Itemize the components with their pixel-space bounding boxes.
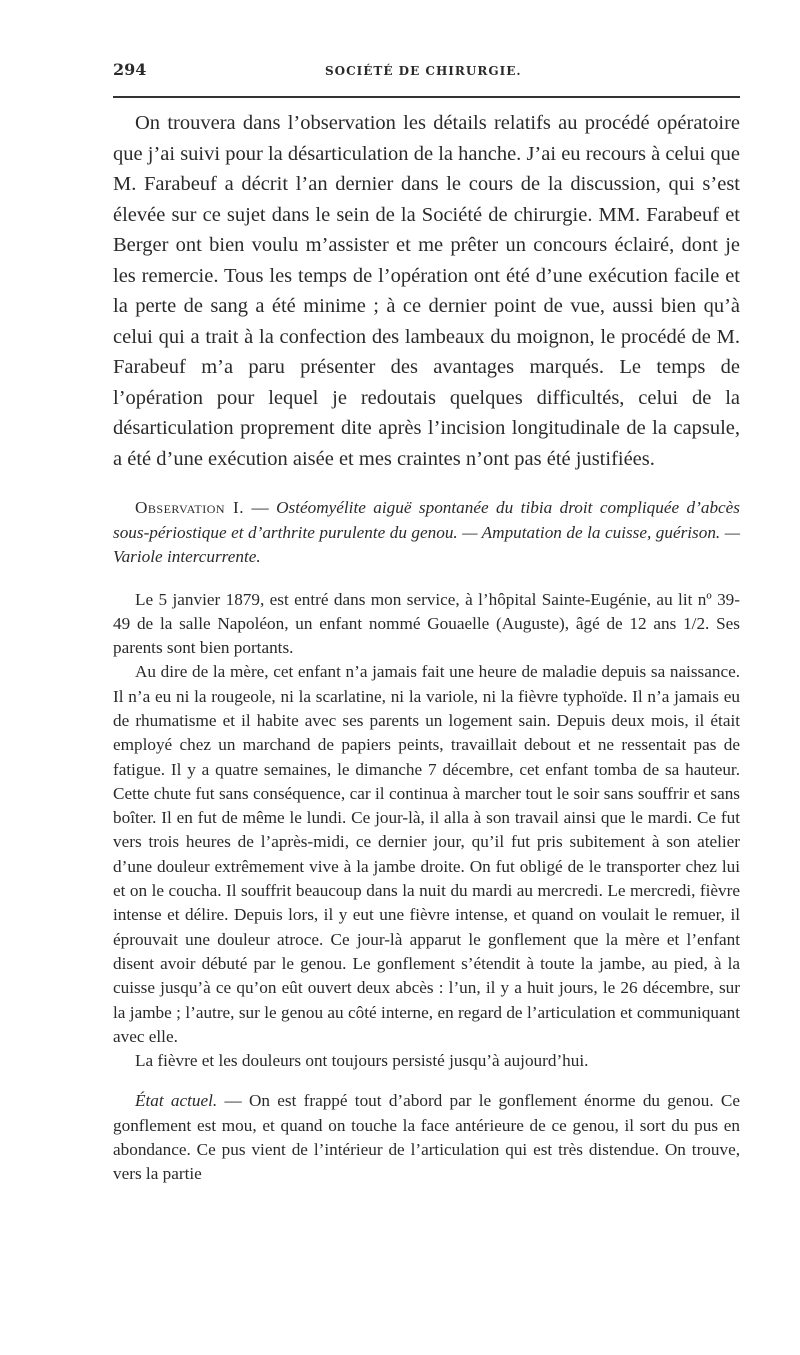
etat-label: État actuel. [135, 1091, 218, 1111]
running-title: SOCIÉTÉ DE CHIRURGIE. [325, 64, 522, 78]
etat-paragraph [113, 1089, 740, 1186]
observation-heading [113, 496, 740, 570]
body-paragraph: Au dire de la mère, cet enfant n’a jamais fait une heure de maladie depuis sa naissance. Il n’a eu ni la rougeole, ni la scarlatine, ni la variole, ni la fièvre typhoïde. Il n’a jamais eu de rhumatisme et il habite avec ses parents un logement sain. Depuis deux mois, il était employé chez un marchand de papiers peints, travaillait debout et ne ressentait pas de fatigue. Il y a quatre semaines, le dimanche 7 décembre, cet enfant tomba de sa hauteur. Cette chute fut sans conséquence, car il continua à marcher tout le soir sans souffrir et sans boîter. Il en fut de même le lundi. Ce jour-là, il alla à son travail ainsi que le mardi. Ce fut vers trois heures de l’après-midi, ce dernier jour, qu’il fut pris subitement à son atelier d’une douleur extrêmement vive à la jambe droite. On fut obligé de le transporter chez lui et on le coucha. Il souffrit beaucoup dans la nuit du mardi au mercredi. Le mercredi, fièvre intense et délire. Depuis lors, il y eut une fièvre intense, et quand on voulait le remuer, il éprouvait une douleur atroce. Ce jour-là apparut le gonflement que la mère et l’enfant disent avoir débuté par le genou. Le gonflement s’étendit à toute la jambe, au pied, à la cuisse jusqu’à ce qu’on eût ouvert deux abcès : l’un, il y a huit jours, le 26 décembre, sur la jambe ; l’autre, sur le genou au côté interne, en regard de l’articulation et communiquant avec elle. [113, 662, 740, 1046]
intro-paragraph: On trouvera dans l’observation les détails relatifs au procédé opératoire que j’ai suivi pour la désarticulation de la hanche. J’ai eu recours à celui que M. Farabeuf a décrit l’an dernier dans le cours de la discussion, qui s’est élevée sur ce sujet dans le sein de la Société de chirurgie. MM. Farabeuf et Berger ont bien voulu m’assister et me prêter un concours éclairé, dont je les remercie. Tous les temps de l’opération ont été d’une exécution facile et la perte de sang a été minime ; à ce dernier point de vue, aussi bien qu’à celui qui a trait à la confection des lambeaux du moignon, le procédé de M. Farabeuf m’a paru présenter des avantages marqués. Le temps de l’opération pour lequel je redoutais quelques difficultés, celui de la désarticulation proprement dite après l’incision longitudinale de la capsule, a été d’une exécution aisée et mes craintes n’ont pas été justifiées. [113, 112, 740, 470]
observation-title: Ostéomyélite aiguë spontanée du tibia droit compliquée d’abcès sous-périostique et d’arthrite purulente du genou. — Amputation de la cuisse, guérison. — Variole intercurrente. [113, 498, 740, 566]
observation-label: Observation I. [135, 498, 245, 517]
observation-dash: — [244, 498, 277, 517]
header-rule [113, 96, 740, 98]
etat-text: — On est frappé tout d’abord par le gonflement énorme du genou. Ce gonflement est mou, et quand on touche la face antérieure de ce genou, il sort du pus en abondance. Ce pus vient de l’intérieur de l’articulation qui est très distendue. On trouve, vers la partie [113, 1091, 740, 1184]
page-header [113, 0, 740, 100]
page-number: 294 [113, 60, 147, 79]
body-paragraph: La fièvre et les douleurs ont toujours persisté jusqu’à aujourd’hui. [135, 1051, 589, 1071]
body-paragraph: Le 5 janvier 1879, est entré dans mon service, à l’hôpital Sainte-Eugénie, au lit nº 39-49 de la salle Napoléon, un enfant nommé Gouaelle (Auguste), âgé de 12 ans 1/2. Ses parents sont bien portants. [113, 589, 740, 658]
